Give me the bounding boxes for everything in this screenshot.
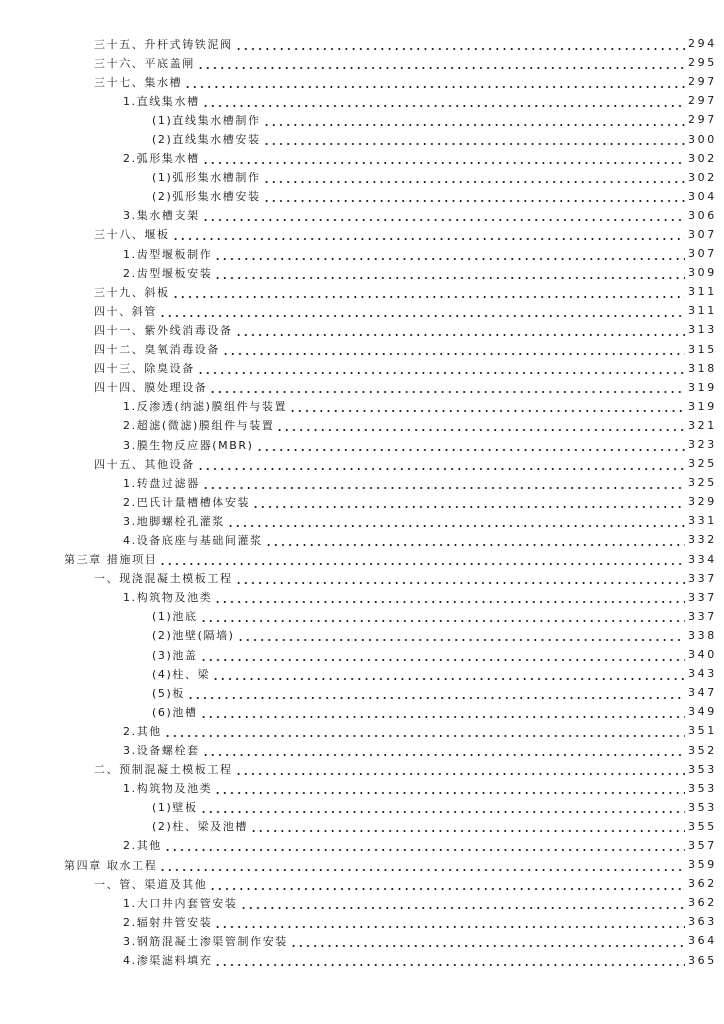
toc-entry[interactable] xyxy=(0,683,724,702)
dot-leader xyxy=(212,668,685,680)
toc-entry[interactable] xyxy=(0,569,724,588)
dot-leader xyxy=(263,171,685,183)
toc-entry-label: 第三章 措施项目 xyxy=(64,553,158,567)
dot-leader xyxy=(164,725,685,737)
toc-entry[interactable] xyxy=(0,72,724,91)
dot-leader xyxy=(202,744,685,756)
toc-entry[interactable] xyxy=(0,951,724,970)
dot-leader xyxy=(263,114,685,126)
toc-entry-label: 三十六、平底盖闸 xyxy=(94,56,195,70)
toc-entry-page-number: 306 xyxy=(688,208,717,222)
toc-entry[interactable] xyxy=(0,225,724,244)
toc-entry-label: 1.齿型堰板制作 xyxy=(123,247,213,261)
dot-leader xyxy=(290,935,685,947)
toc-entry[interactable] xyxy=(0,626,724,645)
toc-entry-page-number: 297 xyxy=(688,113,717,127)
toc-entry-label: 三十八、堰板 xyxy=(94,228,170,242)
toc-entry-page-number: 294 xyxy=(688,37,717,51)
toc-entry-label: 1.大口井内套管安装 xyxy=(123,896,238,910)
toc-entry-label: 4.设备底座与基础间灌浆 xyxy=(123,533,263,547)
dot-leader xyxy=(222,343,685,355)
toc-entry[interactable] xyxy=(0,187,724,206)
toc-entry-page-number: 300 xyxy=(688,132,717,146)
toc-entry-label: 四十一、紫外线消毒设备 xyxy=(94,323,233,337)
toc-entry-label: (2)直线集水槽安装 xyxy=(152,133,261,147)
toc-entry-label: 3.地脚螺栓孔灌浆 xyxy=(123,514,225,528)
toc-entry-page-number: 297 xyxy=(688,94,717,108)
dot-leader xyxy=(202,95,685,107)
toc-entry-page-number: 297 xyxy=(688,75,717,89)
dot-leader xyxy=(202,209,685,221)
toc-entry[interactable] xyxy=(0,779,724,798)
toc-entry-label: 三十九、斜板 xyxy=(94,285,170,299)
dot-leader xyxy=(159,553,685,565)
dot-leader xyxy=(214,954,685,966)
toc-entry-page-number: 311 xyxy=(688,304,717,318)
toc-entry[interactable] xyxy=(0,588,724,607)
toc-entry-page-number: 351 xyxy=(688,724,717,738)
toc-entry-label: (1)弧形集水槽制作 xyxy=(152,171,261,185)
toc-entry-page-number: 359 xyxy=(688,858,717,872)
toc-entry-page-number: 352 xyxy=(688,743,717,757)
toc-entry[interactable] xyxy=(0,340,724,359)
toc-entry-label: 3.膜生物反应器(MBR) xyxy=(123,438,254,452)
toc-entry[interactable] xyxy=(0,282,724,301)
dot-leader xyxy=(235,763,685,775)
dot-leader xyxy=(159,859,685,871)
toc-entry[interactable] xyxy=(0,244,724,263)
toc-entry-page-number: 319 xyxy=(688,380,717,394)
toc-entry[interactable] xyxy=(0,263,724,282)
dot-leader xyxy=(265,534,685,546)
toc-entry[interactable] xyxy=(0,893,724,912)
toc-entry[interactable] xyxy=(0,435,724,454)
toc-entry-page-number: 332 xyxy=(688,533,717,547)
dot-leader xyxy=(184,76,685,88)
toc-entry[interactable] xyxy=(0,702,724,721)
dot-leader xyxy=(202,152,685,164)
toc-entry[interactable] xyxy=(0,740,724,759)
toc-entry-page-number: 331 xyxy=(688,514,717,528)
toc-entry-label: 三十五、升杆式铸铁泥阀 xyxy=(94,37,233,51)
dot-leader xyxy=(240,897,686,909)
dot-leader xyxy=(187,687,685,699)
dot-leader xyxy=(209,381,685,393)
toc-entry-page-number: 363 xyxy=(688,915,717,929)
toc-entry-page-number: 340 xyxy=(688,648,717,662)
toc-entry-label: 四十四、膜处理设备 xyxy=(94,381,208,395)
dot-leader xyxy=(200,706,685,718)
toc-entry-label: (4)柱、梁 xyxy=(152,667,211,681)
toc-entry-page-number: 321 xyxy=(688,418,717,432)
table-of-contents xyxy=(0,34,724,970)
dot-leader xyxy=(200,649,685,661)
dot-leader xyxy=(235,324,685,336)
dot-leader xyxy=(197,458,685,470)
toc-entry[interactable] xyxy=(0,550,724,569)
toc-entry-page-number: 304 xyxy=(688,189,717,203)
toc-entry[interactable] xyxy=(0,397,724,416)
toc-entry-page-number: 353 xyxy=(688,800,717,814)
toc-entry[interactable] xyxy=(0,301,724,320)
toc-entry-page-number: 334 xyxy=(688,552,717,566)
toc-entry-label: 一、管、渠道及其他 xyxy=(94,877,208,891)
toc-entry-page-number: 311 xyxy=(688,285,717,299)
toc-entry[interactable] xyxy=(0,721,724,740)
dot-leader xyxy=(235,38,685,50)
dot-leader xyxy=(214,782,685,794)
toc-entry[interactable] xyxy=(0,817,724,836)
toc-entry-label: 四十五、其他设备 xyxy=(94,457,195,471)
dot-leader xyxy=(159,305,685,317)
toc-entry-label: 第四章 取水工程 xyxy=(64,858,158,872)
toc-entry[interactable] xyxy=(0,416,724,435)
dot-leader xyxy=(214,591,685,603)
toc-entry-page-number: 325 xyxy=(688,476,717,490)
toc-entry-label: 四十二、臭氧消毒设备 xyxy=(94,343,220,357)
toc-entry[interactable] xyxy=(0,53,724,72)
toc-entry-label: 2.辐射井管安装 xyxy=(123,915,213,929)
toc-entry-page-number: 323 xyxy=(688,438,717,452)
toc-entry-page-number: 313 xyxy=(688,323,717,337)
toc-entry[interactable] xyxy=(0,34,724,53)
toc-entry-page-number: 302 xyxy=(688,151,717,165)
dot-leader xyxy=(276,419,685,431)
toc-entry[interactable] xyxy=(0,378,724,397)
dot-leader xyxy=(237,629,685,641)
toc-entry-label: (3)池盖 xyxy=(152,648,198,662)
dot-leader xyxy=(250,820,685,832)
toc-entry-label: 1.直线集水槽 xyxy=(123,94,200,108)
toc-entry-label: 2.其他 xyxy=(123,724,162,738)
toc-entry[interactable] xyxy=(0,206,724,225)
toc-entry-page-number: 362 xyxy=(688,896,717,910)
toc-entry-label: 三十七、集水槽 xyxy=(94,75,183,89)
toc-entry-page-number: 337 xyxy=(688,571,717,585)
toc-entry[interactable] xyxy=(0,454,724,473)
toc-entry-label: 2.超滤(微滤)膜组件与装置 xyxy=(123,419,275,433)
toc-entry[interactable] xyxy=(0,836,724,855)
toc-entry[interactable] xyxy=(0,320,724,339)
dot-leader xyxy=(200,801,685,813)
toc-entry-label: 四十、斜管 xyxy=(94,304,157,318)
dot-leader xyxy=(227,515,685,527)
dot-leader xyxy=(172,228,685,240)
toc-entry[interactable] xyxy=(0,110,724,129)
toc-entry-page-number: 318 xyxy=(688,361,717,375)
toc-entry-label: 3.钢筋混凝土渗渠管制作安装 xyxy=(123,934,288,948)
toc-entry-label: 2.巴氏计量槽槽体安装 xyxy=(123,495,251,509)
toc-entry-label: 二、预制混凝土模板工程 xyxy=(94,763,233,777)
toc-entry-label: 2.齿型堰板安装 xyxy=(123,266,213,280)
toc-entry-label: (2)柱、梁及池槽 xyxy=(152,820,248,834)
dot-leader xyxy=(214,267,685,279)
toc-entry-label: 2.其他 xyxy=(123,839,162,853)
toc-entry-label: (2)池壁(隔墙) xyxy=(152,629,235,643)
toc-entry-label: 3.集水槽支架 xyxy=(123,209,200,223)
dot-leader xyxy=(202,477,685,489)
toc-entry-page-number: 353 xyxy=(688,781,717,795)
toc-entry[interactable] xyxy=(0,855,724,874)
toc-entry-label: 2.弧形集水槽 xyxy=(123,152,200,166)
toc-entry-label: 3.设备螺栓套 xyxy=(123,744,200,758)
toc-entry-page-number: 302 xyxy=(688,170,717,184)
dot-leader xyxy=(235,572,685,584)
toc-entry[interactable] xyxy=(0,168,724,187)
toc-entry-page-number: 353 xyxy=(688,762,717,776)
toc-entry-page-number: 329 xyxy=(688,495,717,509)
toc-entry[interactable] xyxy=(0,359,724,378)
toc-entry-label: 4.渗渠滤料填充 xyxy=(123,954,213,968)
dot-leader xyxy=(256,439,685,451)
toc-entry-label: 1.构筑物及池类 xyxy=(123,591,213,605)
toc-entry-page-number: 365 xyxy=(688,953,717,967)
toc-entry[interactable] xyxy=(0,645,724,664)
toc-entry[interactable] xyxy=(0,91,724,110)
toc-entry-label: 一、现浇混凝土模板工程 xyxy=(94,572,233,586)
toc-entry-label: (2)弧形集水槽安装 xyxy=(152,190,261,204)
toc-entry-page-number: 337 xyxy=(688,590,717,604)
toc-entry-page-number: 325 xyxy=(688,457,717,471)
toc-entry-page-number: 309 xyxy=(688,266,717,280)
dot-leader xyxy=(263,190,685,202)
toc-entry-page-number: 319 xyxy=(688,399,717,413)
toc-entry[interactable] xyxy=(0,473,724,492)
toc-entry-page-number: 362 xyxy=(688,877,717,891)
dot-leader xyxy=(197,57,685,69)
toc-entry-page-number: 307 xyxy=(688,227,717,241)
toc-entry[interactable] xyxy=(0,912,724,931)
toc-entry-label: (5)板 xyxy=(152,686,185,700)
dot-leader xyxy=(209,878,685,890)
toc-entry-page-number: 343 xyxy=(688,667,717,681)
dot-leader xyxy=(252,496,685,508)
toc-entry[interactable] xyxy=(0,129,724,148)
toc-entry-page-number: 355 xyxy=(688,819,717,833)
toc-entry[interactable] xyxy=(0,931,724,950)
toc-entry[interactable] xyxy=(0,607,724,626)
toc-entry-label: 1.转盘过滤器 xyxy=(123,476,200,490)
dot-leader xyxy=(172,286,685,298)
dot-leader xyxy=(214,916,685,928)
toc-entry-page-number: 337 xyxy=(688,609,717,623)
toc-entry-label: 1.反渗透(纳滤)膜组件与装置 xyxy=(123,400,288,414)
toc-entry[interactable] xyxy=(0,664,724,683)
dot-leader xyxy=(197,362,685,374)
toc-entry-label: (1)池底 xyxy=(152,610,198,624)
toc-entry[interactable] xyxy=(0,798,724,817)
toc-entry[interactable] xyxy=(0,760,724,779)
toc-entry[interactable] xyxy=(0,874,724,893)
toc-entry[interactable] xyxy=(0,511,724,530)
dot-leader xyxy=(289,400,685,412)
toc-entry-page-number: 295 xyxy=(688,56,717,70)
toc-entry-label: (6)池槽 xyxy=(152,705,198,719)
toc-entry-page-number: 364 xyxy=(688,934,717,948)
toc-entry[interactable] xyxy=(0,530,724,549)
toc-entry-page-number: 349 xyxy=(688,705,717,719)
dot-leader xyxy=(263,133,685,145)
dot-leader xyxy=(214,248,685,260)
toc-entry-label: 四十三、除臭设备 xyxy=(94,362,195,376)
dot-leader xyxy=(164,839,685,851)
toc-entry-label: 1.构筑物及池类 xyxy=(123,782,213,796)
toc-entry-label: (1)壁板 xyxy=(152,801,198,815)
toc-entry-page-number: 347 xyxy=(688,686,717,700)
toc-entry-label: (1)直线集水槽制作 xyxy=(152,113,261,127)
toc-entry-page-number: 357 xyxy=(688,838,717,852)
toc-entry-page-number: 315 xyxy=(688,342,717,356)
toc-entry[interactable] xyxy=(0,492,724,511)
dot-leader xyxy=(200,610,685,622)
toc-entry-page-number: 338 xyxy=(688,628,717,642)
toc-entry[interactable] xyxy=(0,149,724,168)
toc-entry-page-number: 307 xyxy=(688,247,717,261)
